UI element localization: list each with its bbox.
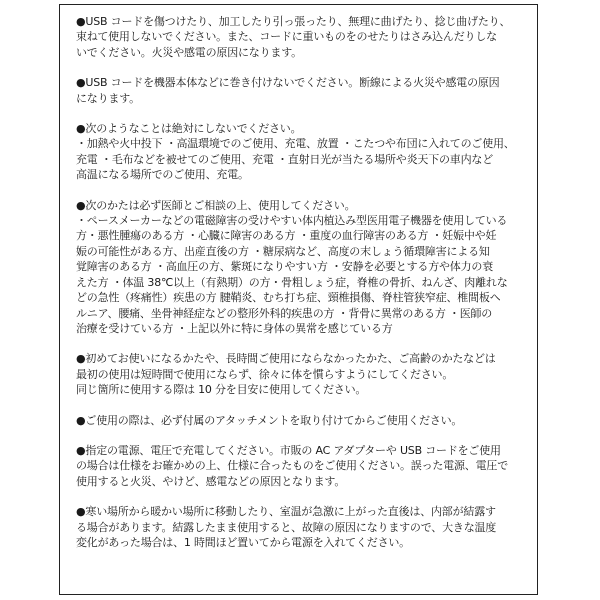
safety-notice-text	[76, 14, 528, 550]
notice-paragraph-usb-cord-wrapping: ●USB コードを機器本体などに巻き付けないでください。断線による火災や感電の原因 になります。	[76, 76, 500, 105]
notice-paragraph-consult-doctor: ●次のかたは必ず医師とご相談の上、使用してください。 ・ペースメーカーなどの電磁障害の受けやすい体内植込み型医用電子機器を使用している 方・悪性腫瘍のある方 ・心臓に障害のある方 ・重度の血行障害のある方 ・妊娠中や妊 娠の可能性がある方、出産直後の方 ・糖尿病など、高度の末しょう循環障害による知 覚障害のある方 ・高血圧の方、紫斑になりやすい方 ・安静を必要とする方や体力の衰 えた方 ・体温 38℃以上（有熱期）の方・骨粗しょう症，脊椎の骨折、ねんざ、肉離れな どの急性（疼痛性）疾患の方 腱鞘炎、むち打ち症、頸椎損傷、脊柱管狭窄症、椎間板ヘ ルニア、腰痛、坐骨神経症などの整形外科的疾患の方 ・背骨に異常のある方 ・医師の 治療を受けている方 ・上記以外に特に身体の異常を感じている方	[76, 198, 508, 335]
notice-paragraph-first-use: ●初めてお使いになるかたや、長時間ご使用にならなかったかた、ご高齢のかたなどは 最初の使用は短時間で使用にならず、徐々に体を慣らすようにしてください。 同じ箇所に使用する際は 10 分を目安に使用してください。	[76, 352, 496, 397]
notice-paragraph-usb-cord-damage: ●USB コードを傷つけたり、加工したり引っ張ったり、無理に曲げたり、捻じ曲げたり、 束ねて使用しないでください。また、コードに重いものをのせたりはさみ込んだりしな いでください。火災や感電の原因になります。	[76, 15, 511, 59]
notice-paragraph-attachment: ●ご使用の際は、必ず付属のアタッチメントを取り付けてからご使用ください。	[76, 413, 463, 427]
notice-paragraph-power-supply: ●指定の電源、電圧で充電してください。市販の AC アダプターや USB コードをご使用 の場合は仕様をお確かめの上、仕様に合ったものをご使用ください。誤った電源、電圧で 使用すると火災、やけど、感電などの原因となります。	[76, 443, 508, 488]
notice-paragraph-condensation: ●寒い場所から暖かい場所に移動したり、室温が急激に上がった直後は、内部が結露す る場合があります。結露したまま使用すると、故障の原因になりますので、大きな温度 変化があった場合は、1 時間ほど置いてから電源を入れてください。	[76, 505, 497, 549]
notice-paragraph-prohibited-actions: ●次のようなことは絶対にしないでください。 ・加熱や火中投下 ・高温環境でのご使用、充電、放置 ・こたつや布団に入れてのご使用、 充電 ・毛布などを被せてのご使用、充電 ・直射日光が当たる場所や炎天下の車内など 高温になる場所でのご使用、充電。	[76, 122, 515, 182]
